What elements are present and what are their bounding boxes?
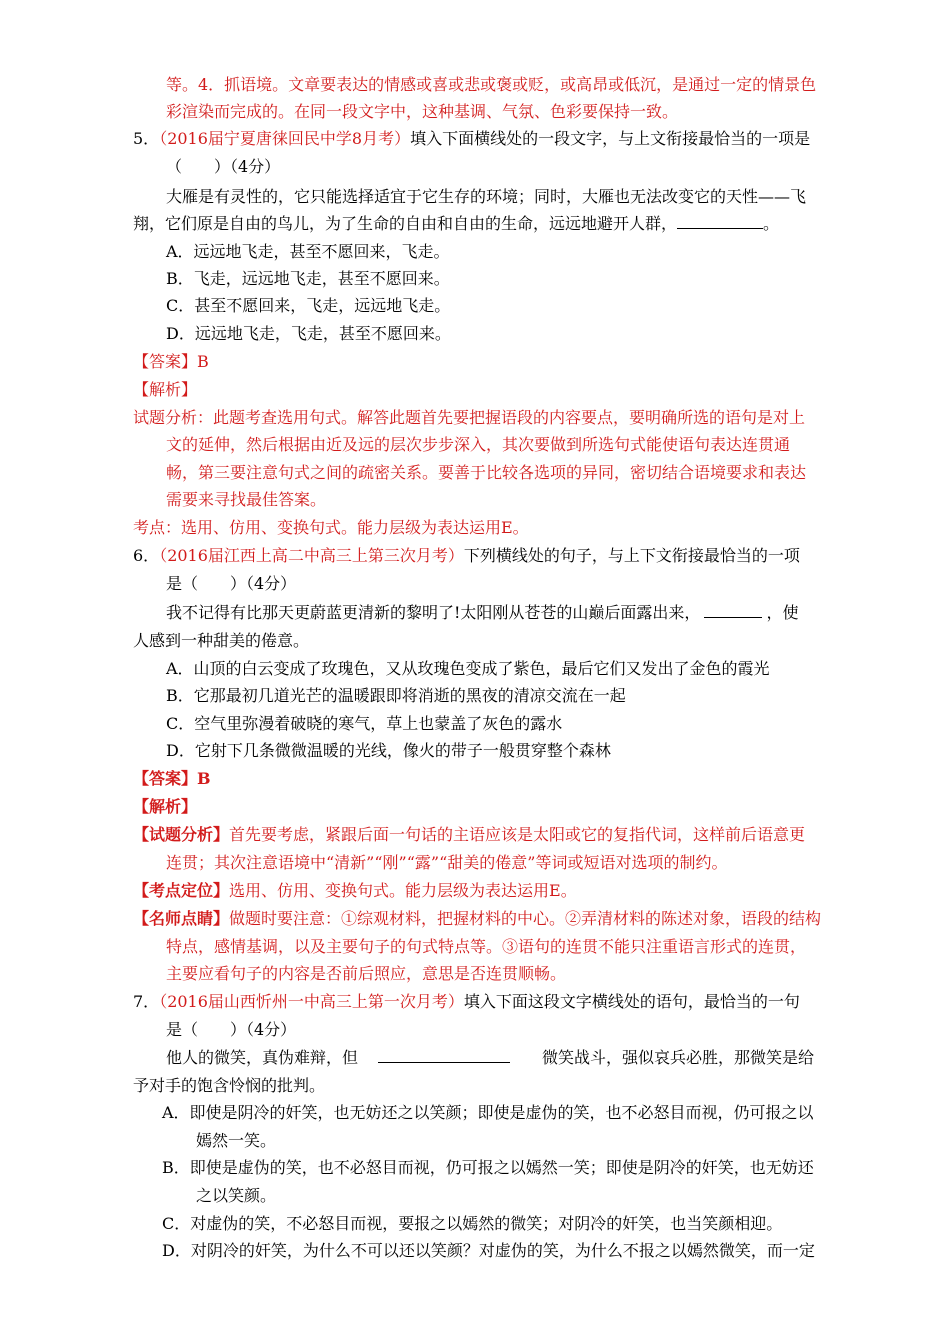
passage-text: 。 [763, 214, 780, 233]
option-b-cont: 之以笑颜。 [196, 1186, 277, 1205]
passage-line: 予对手的饱含怜悯的批判。 [133, 1076, 326, 1095]
option-c: C．空气里弥漫着破晓的寒气，草上也蒙盖了灰色的露水 [166, 714, 563, 733]
answer: 【答案】B [133, 769, 211, 788]
passage-text: 微笑战斗，强似哀兵必胜，那微笑是给 [542, 1048, 815, 1067]
passage-line [133, 211, 779, 237]
option-a: A．山顶的白云变成了玫瑰色，又从玫瑰色变成了紫色，最后它们又发出了金色的霞光 [166, 659, 770, 678]
kaodian-line [133, 878, 577, 904]
option-c: C．对虚伪的笑，不必怒目而视，要报之以嫣然的微笑；对阴冷的奸笑，也当笑颜相迎。 [162, 1214, 783, 1233]
analysis-line: 连贯；其次注意语境中“清新”“刚”“露”“甜美的倦意”等词或短语对选项的制约。 [166, 853, 728, 872]
question-source: （2016届山西忻州一中高三上第一次月考） [159, 992, 464, 1011]
question-6-stem [133, 543, 800, 569]
passage-text: 我不记得有比那天更蔚蓝更清新的黎明了!太阳刚从苍苍的山巅后面露出来， [166, 603, 701, 622]
question-source: （2016届宁夏唐徕回民中学8月考） [159, 129, 411, 148]
analysis-line: 试题分析：此题考查选用句式。解答此题首先要把握语段的内容要点，要明确所选的语句是对上 [133, 408, 806, 427]
dianjing-line [133, 906, 821, 932]
question-stem: 填入下面这段文字横线处的语句，最恰当的一句 [463, 992, 800, 1011]
dianjing-line: 主要应看句子的内容是否前后照应，意思是否连贯顺畅。 [166, 964, 567, 983]
passage-text: 他人的微笑，真伪难辩，但 [166, 1048, 359, 1067]
option-c: C．甚至不愿回来，飞走，远远地飞走。 [166, 296, 451, 315]
passage-line [166, 600, 798, 626]
passage-line: 大雁是有灵性的，它只能选择适宜于它生存的环境；同时，大雁也无法改变它的天性——飞 [166, 187, 807, 206]
option-b: B．它那最初几道光芒的温暖跟即将消逝的黑夜的清凉交流在一起 [166, 686, 626, 705]
question-source: （2016届江西上高二中高三上第三次月考） [159, 546, 464, 565]
question-stem-cont: 是（ ）（4分） [166, 574, 297, 593]
analysis-line [133, 822, 805, 848]
question-stem: 填入下面横线处的一段文字，与上文衔接最恰当的一项是 [410, 129, 811, 148]
option-d: D．远远地飞走，飞走，甚至不愿回来。 [166, 324, 451, 343]
dianjing-line: 特点，感情基调，以及主要句子的句式特点等。③语句的连贯不能只注重语言形式的连贯， [166, 937, 807, 956]
option-b: B．即使是虚伪的笑，也不必怒目而视，仍可报之以嫣然一笑；即使是阴冷的奸笑，也无妨还 [162, 1158, 814, 1177]
analysis-text: 首先要考虑，紧跟后面一句话的主语应该是太阳或它的复指代词，这样前后语意更 [229, 825, 806, 844]
passage-text: ，使 [766, 603, 799, 622]
intro-line: 等。4．抓语境。文章要表达的情感或喜或悲或褒或贬，或高昂或低沉，是通过一定的情景色 [166, 75, 817, 94]
kaodian-tag: 【考点定位】 [133, 881, 230, 900]
question-number: 7． [133, 992, 160, 1011]
analysis-line: 畅，第三要注意句式之间的疏密关系。要善于比较各选项的异同，密切结合语境要求和表达 [166, 463, 807, 482]
analysis-title: 【解析】 [133, 797, 198, 816]
question-number: 6． [133, 546, 160, 565]
option-a: A．即使是阴冷的奸笑，也无妨还之以笑颜；即使是虚伪的笑，也不必怒目而视，仍可报之以 [162, 1103, 814, 1122]
question-stem: 下列横线处的句子，与上下文衔接最恰当的一项 [463, 546, 800, 565]
dianjing-text: 做题时要注意：①综观材料，把握材料的中心。②弄清材料的陈述对象，语段的结构 [229, 909, 822, 928]
question-7-stem [133, 989, 800, 1015]
option-d: D．对阴冷的奸笑，为什么不可以还以笑颜？对虚伪的笑，为什么不报之以嫣然微笑，而一定 [162, 1241, 815, 1260]
analysis-line: 文的延伸，然后根据由近及远的层次步步深入，其次要做到所选句式能使语句表达连贯通 [166, 435, 791, 454]
dianjing-tag: 【名师点睛】 [133, 909, 230, 928]
kaodian-text: 选用、仿用、变换句式。能力层级为表达运用E。 [229, 881, 577, 900]
option-b: B．飞走，远远地飞走，甚至不愿回来。 [166, 269, 450, 288]
analysis-title: 【解析】 [133, 380, 198, 399]
intro-line: 彩渲染而完成的。在同一段文字中，这种基调、气氛、色彩要保持一致。 [166, 102, 679, 121]
passage-line [166, 1045, 814, 1071]
passage-line: 人感到一种甜美的倦意。 [133, 631, 310, 650]
option-a-cont: 嫣然一笑。 [196, 1131, 277, 1150]
question-number: 5． [133, 129, 160, 148]
option-a: A．远远地飞走，甚至不愿回来，飞走。 [166, 242, 450, 261]
fill-blank [378, 1048, 510, 1063]
question-stem-cont: （ ）（4分） [166, 157, 281, 176]
question-stem-cont: 是（ ）（4分） [166, 1020, 297, 1039]
fill-blank [677, 214, 763, 229]
analysis-tag: 【试题分析】 [133, 825, 230, 844]
fill-blank [704, 603, 762, 618]
question-5-stem [133, 126, 810, 152]
passage-text: 翔，它们原是自由的鸟儿，为了生命的自由和自由的生命，远远地避开人群， [133, 214, 678, 233]
kaodian: 考点：选用、仿用、变换句式。能力层级为表达运用E。 [133, 518, 529, 537]
answer: 【答案】B [133, 352, 209, 371]
option-d: D．它射下几条微微温暖的光线，像火的带子一般贯穿整个森林 [166, 741, 611, 760]
analysis-line: 需要来寻找最佳答案。 [166, 490, 327, 509]
